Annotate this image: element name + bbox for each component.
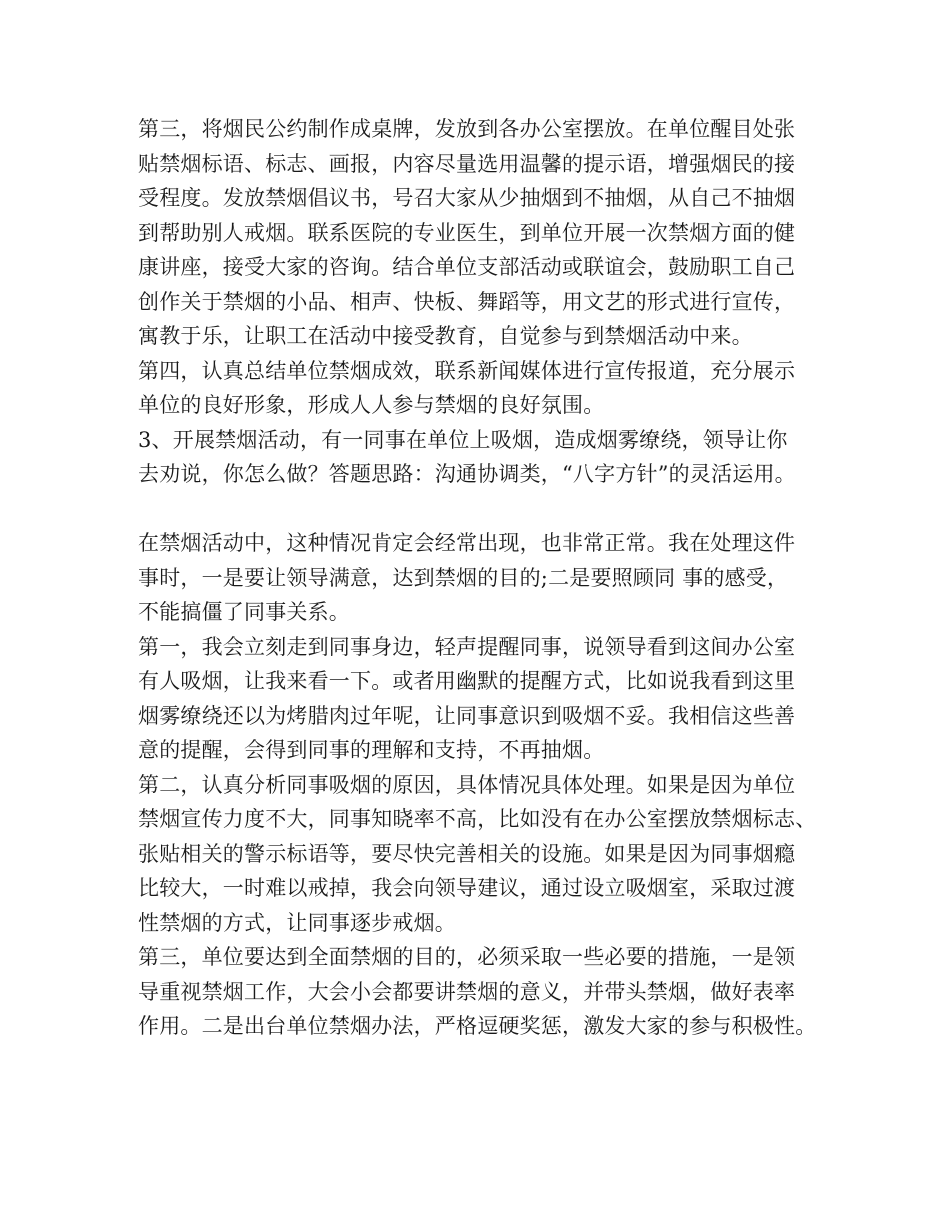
text-line: 贴禁烟标语、标志、画报，内容尽量选用温馨的提示语，增强烟民的接: [138, 151, 796, 176]
text-line: 第四，认真总结单位禁烟成效，联系新闻媒体进行宣传报道，充分展示: [138, 358, 796, 383]
text-line: 有人吸烟，让我来看一下。或者用幽默的提醒方式，比如说我看到这里: [138, 669, 796, 693]
text-line: 作用。二是出台单位禁烟办法，严格逗硬奖惩，激发大家的参与积极性。: [138, 1014, 817, 1038]
document-body: [138, 112, 838, 1044]
text-line: 意的提醒，会得到同事的理解和支持，不再抽烟。: [138, 738, 605, 762]
text-line: 禁烟宣传力度不大，同事知晓率不高，比如没有在办公室摆放禁烟标志、: [138, 807, 817, 831]
text-line: 比较大，一时难以戒掉，我会向领导建议，通过设立吸烟室，采取过渡: [138, 876, 796, 900]
text-line: 导重视禁烟工作，大会小会都要讲禁烟的意义，并带头禁烟，做好表率: [138, 979, 796, 1004]
text-line: 去劝说，你怎么做？答题思路：沟通协调类，“八字方针”的灵活运用。: [138, 462, 796, 486]
text-line: 受程度。发放禁烟倡议书，号召大家从少抽烟到不抽烟，从自己不抽烟: [138, 186, 796, 210]
text-line: 第二，认真分析同事吸烟的原因，具体情况具体处理。如果是因为单位: [138, 772, 796, 797]
text-line: 第三，单位要达到全面禁烟的目的，必须采取一些必要的措施，一是领: [138, 945, 796, 969]
text-line: 康讲座，接受大家的咨询。结合单位支部活动或联谊会，鼓励职工自己: [138, 255, 796, 279]
text-line: 到帮助别人戒烟。联系医院的专业医生，到单位开展一次禁烟方面的健: [138, 220, 796, 245]
text-line: 烟雾缭绕还以为烤腊肉过年呢，让同事意识到吸烟不妥。我相信这些善: [138, 703, 796, 728]
text-line: 第三，将烟民公约制作成桌牌，发放到各办公室摆放。在单位醒目处张: [138, 117, 796, 141]
text-line: 性禁烟的方式，让同事逐步戒烟。: [138, 910, 456, 935]
text-line: 单位的良好形象，形成人人参与禁烟的良好氛围。: [138, 393, 605, 417]
paragraph-gap: [138, 492, 838, 527]
text-line: 张贴相关的警示标语等，要尽快完善相关的设施。如果是因为同事烟瘾: [138, 841, 796, 866]
text-line: 第一，我会立刻走到同事身边，轻声提醒同事，说领导看到这间办公室: [138, 634, 796, 659]
text-line: 事时，一是要让领导满意，达到禁烟的目的;二是要照顾同 事的感受，: [138, 565, 789, 590]
text-line: 不能搞僵了同事关系。: [138, 600, 350, 624]
text-line: 在禁烟活动中，这种情况肯定会经常出现，也非常正常。我在处理这件: [138, 531, 796, 555]
text-line: 寓教于乐，让职工在活动中接受教育，自觉参与到禁烟活动中来。: [138, 324, 753, 348]
text-line: 创作关于禁烟的小品、相声、快板、舞蹈等，用文艺的形式进行宣传，: [138, 289, 796, 314]
text-line: 3、开展禁烟活动，有一同事在单位上吸烟，造成烟雾缭绕，领导让你: [138, 427, 788, 452]
